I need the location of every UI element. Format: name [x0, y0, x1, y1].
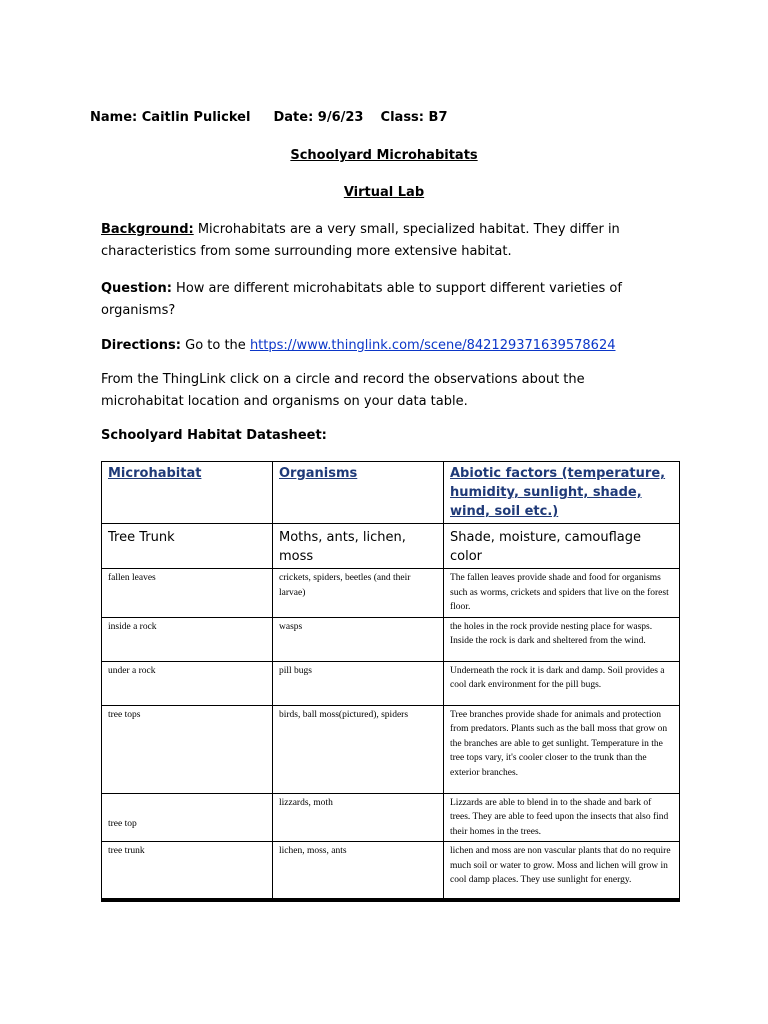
directions-label: Directions:: [101, 338, 181, 353]
name-label: Name:: [90, 110, 138, 125]
page-title: Schoolyard Microhabitats: [290, 148, 478, 163]
cell-organisms: pill bugs: [273, 661, 444, 705]
background-paragraph: [101, 219, 641, 263]
table-row: [102, 705, 680, 793]
cell-microhabitat: Tree Trunk: [102, 524, 273, 569]
background-label: Background:: [101, 222, 194, 237]
table-row: [102, 524, 680, 569]
date-label: Date:: [273, 110, 314, 125]
table-header-row: [102, 462, 680, 524]
cell-organisms: wasps: [273, 617, 444, 661]
instructions-paragraph: From the ThingLink click on a circle and record the observations about the microhabitat location and organisms on your data table.: [101, 372, 585, 409]
cell-organisms: crickets, spiders, beetles (and their larvae): [273, 569, 444, 618]
cell-abiotic: the holes in the rock provide nesting place for wasps. Inside the rock is dark and sheltered from the wind.: [444, 617, 680, 661]
thinglink-link[interactable]: https://www.thinglink.com/scene/842129371639578624: [249, 338, 616, 353]
page-subtitle: Virtual Lab: [343, 185, 425, 200]
cell-microhabitat: tree tops: [102, 705, 273, 793]
cell-abiotic: Lizzards are able to blend in to the shade and bark of trees. They are able to feed upon the insects that also find their homes in the trees.: [444, 793, 680, 842]
cell-microhabitat: under a rock: [102, 661, 273, 705]
cell-abiotic: Underneath the rock it is dark and damp. Soil provides a cool dark environment for the pill bugs.: [444, 661, 680, 705]
column-header-microhabitat: Microhabitat: [102, 462, 273, 524]
question-paragraph: [101, 278, 641, 322]
column-header-abiotic: Abiotic factors (temperature, humidity, sunlight, shade, wind, soil etc.): [444, 462, 680, 524]
cell-abiotic: lichen and moss are non vascular plants that do no require much soil or water to grow. Moss and lichen will grow in cool damp places. They use sunlight for energy.: [444, 842, 680, 900]
cell-organisms: lizzards, moth: [273, 793, 444, 842]
directions-text: Go to the: [180, 338, 250, 353]
cell-microhabitat: tree top: [102, 793, 273, 842]
question-text: How are different microhabitats able to support different varieties of organisms?: [101, 281, 622, 318]
habitat-datasheet-table: [101, 461, 680, 902]
class-value: B7: [428, 110, 448, 125]
date-value: 9/6/23: [317, 110, 364, 125]
background-text: Microhabitats are a very small, specialized habitat. They differ in characteristics from some surrounding more extensive habitat.: [101, 222, 620, 259]
cell-microhabitat: fallen leaves: [102, 569, 273, 618]
name-value: Caitlin Pulickel: [141, 110, 251, 125]
table-row: [102, 661, 680, 705]
cell-abiotic: Tree branches provide shade for animals and protection from predators. Plants such as the ball moss that grow on the branches are able to get sunlight. Temperature in the tree tops vary, it's cooler closer to the trunk than the exterior branches.: [444, 705, 680, 793]
table-row: [102, 793, 680, 842]
cell-abiotic: Shade, moisture, camouflage color: [444, 524, 680, 569]
cell-organisms: birds, ball moss(pictured), spiders: [273, 705, 444, 793]
cell-abiotic: The fallen leaves provide shade and food for organisms such as worms, crickets and spiders that live on the forest floor.: [444, 569, 680, 618]
class-label: Class:: [380, 110, 424, 125]
table-row: [102, 569, 680, 618]
cell-microhabitat: inside a rock: [102, 617, 273, 661]
column-header-organisms: Organisms: [273, 462, 444, 524]
table-row: [102, 617, 680, 661]
header-line: [90, 110, 448, 125]
table-row: [102, 842, 680, 900]
cell-microhabitat: tree trunk: [102, 842, 273, 900]
datasheet-title: Schoolyard Habitat Datasheet:: [101, 428, 327, 443]
directions-paragraph: [101, 335, 641, 357]
question-label: Question:: [101, 281, 172, 296]
cell-organisms: lichen, moss, ants: [273, 842, 444, 900]
cell-organisms: Moths, ants, lichen, moss: [273, 524, 444, 569]
